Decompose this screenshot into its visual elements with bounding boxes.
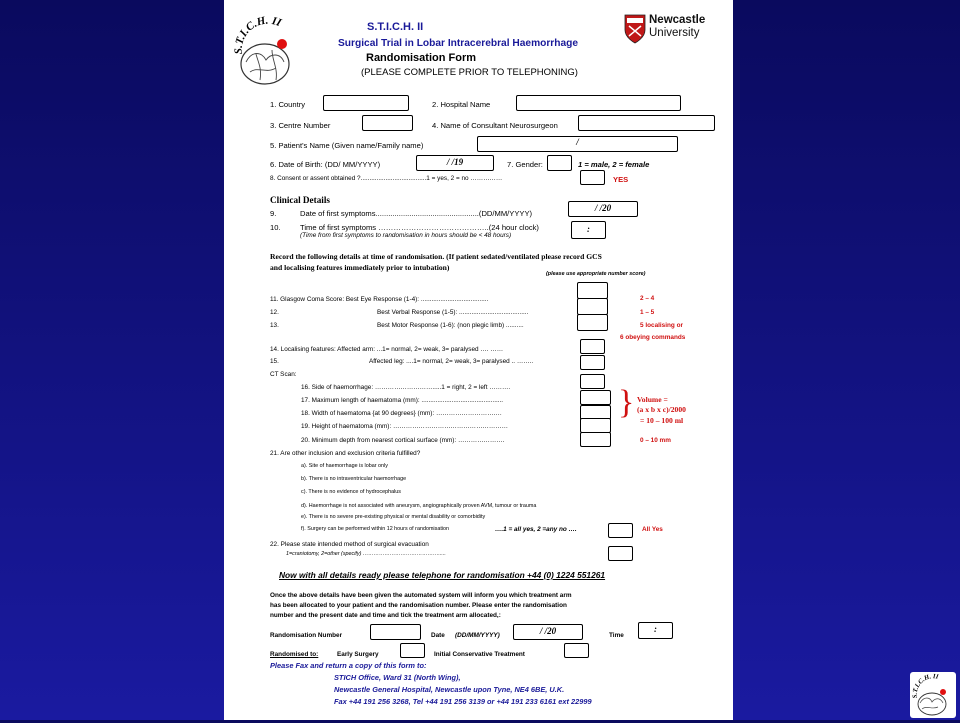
first-symptoms-date-value: / /20 [594,203,612,213]
volume-note-line3: = 10 – 100 ml [640,416,684,425]
early-surgery-checkbox[interactable] [400,643,425,658]
fax-line4: Fax +44 191 256 3268, Tel +44 191 256 3139 or +44 191 233 6161 ext 22999 [334,697,592,706]
q21-label: 21. Are other inclusion and exclusion criteria fulfilled? [270,450,421,457]
randomisation-date-format: (DD/MM/YYYY) [455,632,500,639]
randomisation-date-field[interactable] [513,624,583,640]
telephone-para3: number and the present date and time and tick the treatment arm allocated,: [270,612,501,619]
verbal-response-note: 1 – 5 [640,309,655,316]
randomised-to-text: Randomised to: [270,651,319,658]
q19-label: 19. Height of haematoma (mm): ……………………………………………… [301,423,509,430]
q10-label: Time of first symptoms ……………………………………..(24 hour clock) [300,223,539,232]
svg-text:S.T.I.C.H. II [233,15,284,55]
consultant-field[interactable] [578,115,715,131]
telephone-instruction-text: Now with all details ready please telephone for randomisation +44 (0) 1224 551261 [279,570,606,580]
randomisation-time-field[interactable] [638,622,673,639]
q12-number: 12. [270,309,279,316]
centre-label: 3. Centre Number [270,121,331,130]
q22-sublabel: 1=craniotomy, 2=other (specify) ……………………………………..... [286,551,446,557]
side-of-haemorrhage-field[interactable] [580,374,605,389]
record-instruction-line2: and localising features immediately prior to intubation) [270,263,450,272]
hospital-label: 2. Hospital Name [432,100,491,109]
initial-conservative-checkbox[interactable] [564,643,589,658]
centre-field[interactable] [362,115,413,131]
form-subtitle: Surgical Trial in Lobar Intracerebral Haemorrhage [338,38,579,49]
crest-icon [624,14,646,44]
eye-response-note: 2 – 4 [640,295,655,302]
q15-number: 15. [270,358,279,365]
all-yes-note: All Yes [642,526,663,533]
patient-name-value: / [576,137,579,147]
consent-label: 8. Consent or assent obtained ?.....................................1 = yes, 2 = no …………… [270,175,503,182]
criterion-e: e). There is no severe pre-existing physical or mental disability or comorbidity [301,514,486,520]
randomisation-time-label: Time [609,632,624,639]
telephone-para1: Once the above details have been given the automated system will inform you which treatment arm [270,592,572,599]
clinical-details-heading: Clinical Details [270,195,330,205]
first-symptoms-date-field[interactable] [568,201,638,217]
motor-response-note1: 5 localising or [640,322,683,329]
country-field[interactable] [323,95,409,111]
stich-logo [232,10,302,92]
dob-value: / /19 [446,157,464,167]
brain-logo-icon [232,10,302,92]
corner-logo-text: S.T.I.C.H. II [911,673,940,699]
criterion-f: f). Surgery can be performed within 12 hours of randomisation [301,526,450,532]
dob-label: 6. Date of Birth: (DD/ MM/YYYY) [270,160,381,169]
early-surgery-label: Early Surgery [337,651,379,658]
criterion-b: b). There is no intraventricular haemorrhage [301,476,407,482]
q9-label: Date of first symptoms.................................................(DD/MM/YYYY) [300,209,533,218]
patient-name-label: 5. Patient's Name (Given name/Family name) [270,141,424,150]
q14-label: 14. Localising features: Affected arm: ...1= normal, 2= weak, 3= paralysed …. …… [270,346,504,353]
consent-note: YES [613,175,629,184]
first-symptoms-time-field[interactable] [571,221,606,239]
form-title: S.T.I.C.H. II [367,21,424,33]
q9-number: 9. [270,209,277,218]
affected-leg-field[interactable] [580,355,605,370]
surgical-method-field[interactable] [608,546,633,561]
depth-note: 0 – 10 mm [640,437,671,444]
newcastle-university-logo [624,14,716,46]
form-name: Randomisation Form [366,52,477,64]
dob-field[interactable] [416,155,494,171]
q10-sublabel: (Time from first symptoms to randomisation in hours should be < 48 hours) [300,232,512,239]
q20-label: 20. Minimum depth from nearest cortical surface (mm): …………………. [301,437,505,444]
criterion-d: d). Haemorrhage is not associated with aneurysm, angiographically proven AVM, tumour or trauma [301,503,537,509]
initial-conservative-label: Initial Conservative Treatment [434,651,525,658]
randomisation-date-label: Date [431,632,445,639]
q11-label: 11. Glasgow Coma Score: Best Eye Response (1-4): ...................................... [270,296,489,303]
university-name-line2: University [649,27,700,39]
randomisation-time-value: : [654,624,657,634]
gender-key: 1 = male, 2 = female [578,160,650,169]
affected-arm-field[interactable] [580,339,605,354]
fax-line2: STICH Office, Ward 31 (North Wing), [334,673,461,682]
max-length-field[interactable] [580,390,611,405]
volume-note-line2: (a x b x c)/2000 [637,405,686,414]
first-symptoms-time-value: : [587,224,590,234]
volume-brace: } [618,384,635,421]
consent-field[interactable] [580,170,605,185]
eye-response-field-2[interactable] [577,298,608,315]
logo-text: S.T.I.C.H. II [232,14,283,55]
university-name-line1: Newcastle [649,14,706,26]
telephone-para2: has been allocated to your patient and the randomisation number. Please enter the randomisation [270,602,567,609]
height-field[interactable] [580,418,611,433]
criteria-fulfilled-field[interactable] [608,523,633,538]
q15-label: Affected leg: ....1= normal, 2= weak, 3= paralysed .. …….. [369,358,534,365]
brain-corner-icon [910,672,956,718]
q12-label: Best Verbal Response (1-5): ....................................... [377,309,529,316]
eye-response-field[interactable] [577,282,608,299]
min-depth-field[interactable] [580,432,611,447]
q22-label: 22. Please state intended method of surgical evacuation [270,541,429,548]
number-score-note: (please use appropriate number score) [546,271,646,277]
fax-line1: Please Fax and return a copy of this form to: [270,661,427,670]
telephone-instruction [279,570,605,580]
record-instruction-line1: Record the following details at time of randomisation. (If patient sedated/ventilated please record GCS [270,252,602,261]
patient-name-field[interactable] [477,136,678,152]
criterion-f-key: ….1 = all yes, 2 =any no …. [495,526,577,533]
gender-label: 7. Gender: [507,160,543,169]
q13-number: 13. [270,322,279,329]
q10-number: 10. [270,223,281,232]
fax-line3: Newcastle General Hospital, Newcastle upon Tyne, NE4 6BE, U.K. [334,685,565,694]
q17-label: 17. Maximum length of haematoma (mm): .............................................. [301,397,504,404]
q13-label: Best Motor Response (1-6): (non plegic limb) .......... [377,322,524,329]
criterion-a: a). Site of haemorrhage is lobar only [301,463,388,469]
volume-note-line1: Volume = [637,395,668,404]
randomisation-number-field[interactable] [370,624,421,640]
consultant-label: 4. Name of Consultant Neurosurgeon [432,121,558,130]
q18-label: 18. Width of haematoma {at 90 degrees} (mm): …………………………. [301,410,502,417]
randomisation-form-page [224,0,733,720]
motor-response-note2: 6 obeying commands [620,334,686,341]
ct-scan-heading: CT Scan: [270,371,297,378]
gender-field[interactable] [547,155,572,171]
q16-label: 16. Side of haemorrhage: ……………………….....1 = right, 2 = left ………. [301,384,511,391]
randomised-to-label [270,651,318,658]
form-instruction: (PLEASE COMPLETE PRIOR TO TELEPHONING) [361,67,578,78]
randomisation-number-label: Randomisation Number [270,632,343,639]
hospital-field[interactable] [516,95,681,111]
stich-corner-logo [910,672,956,718]
randomisation-date-value: / /20 [539,626,557,636]
motor-response-field[interactable] [577,314,608,331]
country-label: 1. Country [270,100,306,109]
criterion-c: c). There is no evidence of hydrocephalus [301,489,401,495]
